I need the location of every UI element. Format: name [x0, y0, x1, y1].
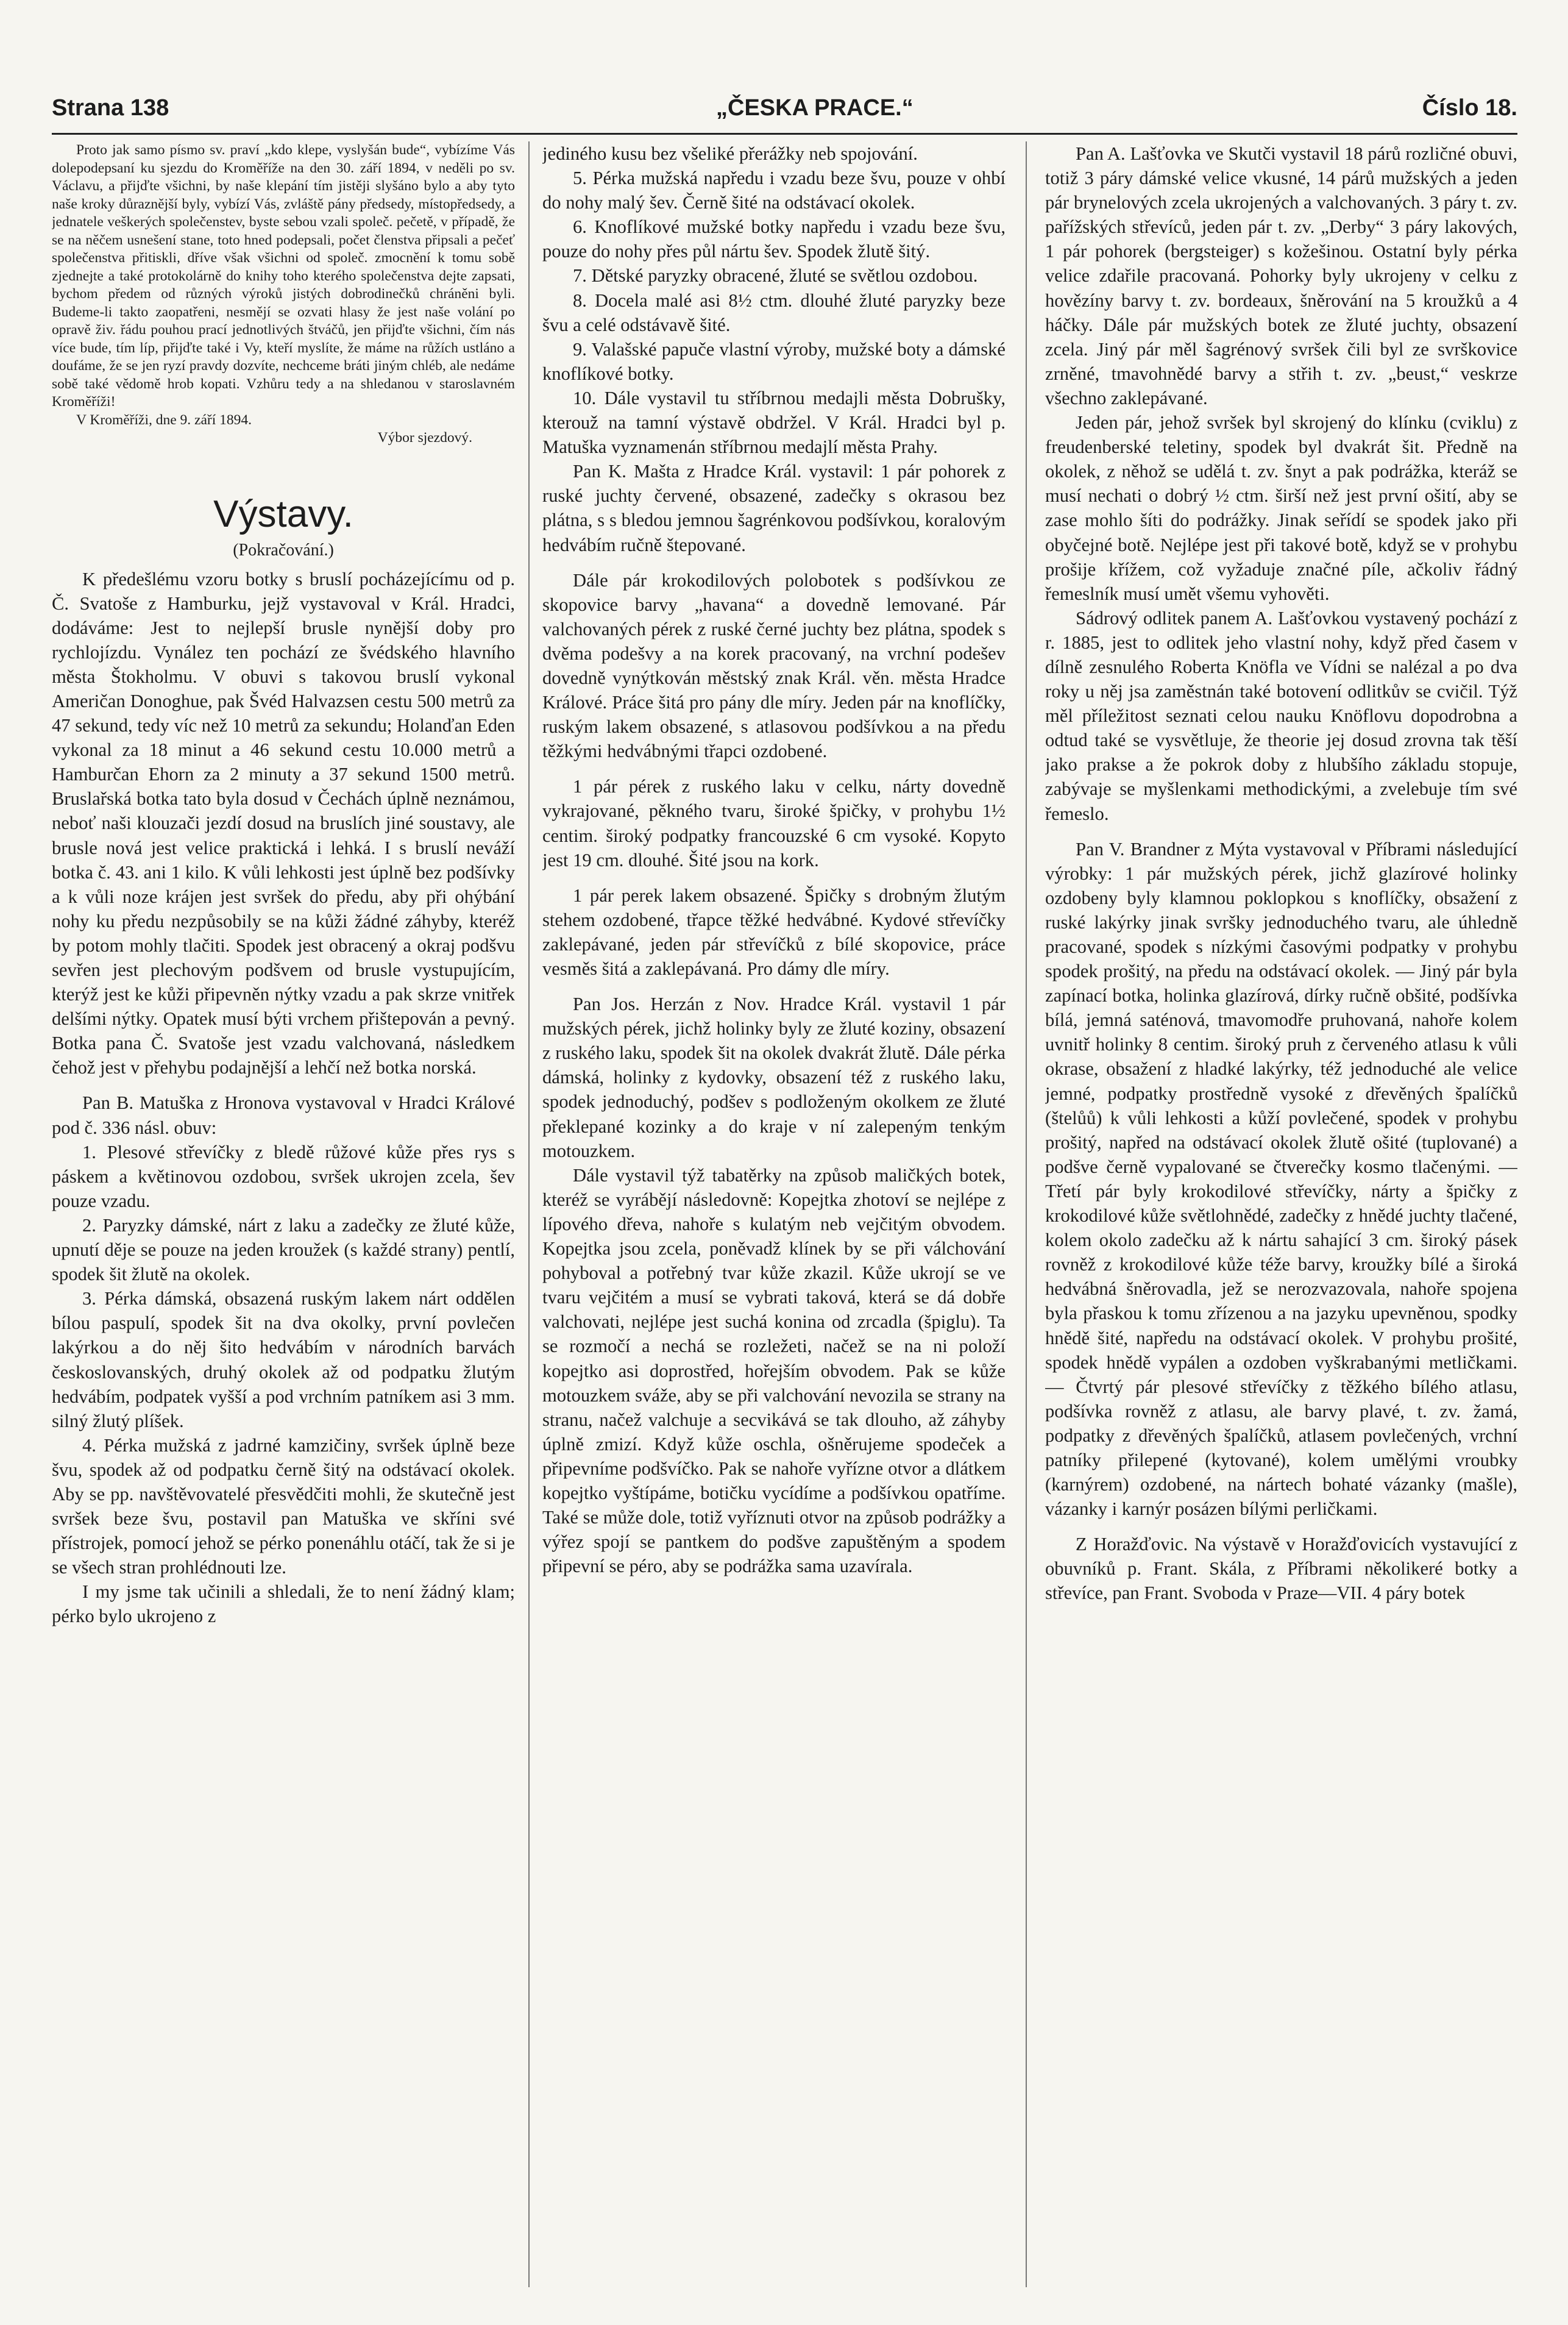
paragraph: Z Horažďovic. Na výstavě v Horažďovicích vystavující z obuvníků p. Frant. Skála, z Příbrami několikeré botky a střevíce, pan Frant. Svoboda v Praze—VII. 4 páry botek — [1045, 1534, 1517, 1604]
paragraph: Pan B. Matuška z Hronova vystavoval v Hradci Králové pod č. 336 násl. obuv: — [52, 1092, 515, 1138]
page-number: Strana 138 — [52, 95, 169, 121]
list-item: 6. Knoflíkové mužské botky napředu i vzadu beze švu, pouze do nohy přes půl nártu šev. Spodek žlutě šitý. — [542, 216, 1006, 262]
article-title: Výstavy. — [213, 493, 353, 535]
column-1 — [52, 141, 515, 2287]
journal-title: „ČESKA PRACE.“ — [716, 95, 913, 121]
list-item: 1. Plesové střevíčky z bledě růžové kůže přes rys s páskem a květinovou ozdobou, svršek ukrojen zcela, šev pouze vzadu. — [52, 1141, 515, 1211]
list-item: 5. Pérka mužská napředu i vzadu beze švu, pouze v ohbí do nohy malý šev. Černě šité na odstávací okolek. — [542, 168, 1006, 213]
paragraph: Pan K. Mašta z Hradce Král. vystavil: 1 pár pohorek z ruské juchty červené, obsazené, zadečky s okrasou bez plátna, s s bledou jemnou šagrénkovou podšívkou, koralovým hedvábím ručně štepované. — [542, 461, 1006, 555]
paragraph: I my jsme tak učinili a shledali, že to není žádný klam; pérko bylo ukrojeno z — [52, 1581, 515, 1627]
column-3 — [1045, 141, 1517, 2287]
issue-number: Číslo 18. — [1422, 95, 1517, 121]
article-subtitle: (Pokračování.) — [233, 540, 334, 560]
paragraph: Dále pár krokodilových polobotek s podšívkou ze skopovice barvy „havana“ a dovedně lemované. Pár valchovaných pérek z ruské černé juchty bez plátna, spodek s dvěma podešvy a na korek pracovaný, na vrchní podešev dovedně vynýtkován městský znak Král. věn. města Hradce Králové. Práce šitá pro pány dle míry. Jeden pár na knoflíčky, ruským lakem obsazené, s atlasovou podšívkou a na předu těžkými hedvábnými třapci ozdobené. — [542, 569, 1006, 762]
congress-notice — [52, 141, 515, 447]
paragraph: Jeden pár, jehož svršek byl skrojený do klínku (cviklu) z freudenberské teletiny, spodek byl dvakrát šit. Předně na okolek, z něhož se udělá t. zv. šnyt a pak podrážka, kteráž se musí nechati o dobrý ½ ctm. širší než jest první ošití, aby se zase mohlo šíti do podrážky. Jinak seřídí se spodek jako při obyčejné botě. Nejlépe jest při takové botě, když se v prohybu prošije křížem, což vyžaduje značné píle, ačkoliv řádný řemeslník musí umět všemu vyhověti. — [1045, 412, 1517, 604]
column-2 — [542, 141, 1006, 2287]
notice-date: V Kroměříži, dne 9. září 1894. — [76, 411, 252, 428]
list-item: 3. Pérka dámská, obsazená ruským lakem nárt oddělen bílou paspulí, spodek šit na dva okolky, první povlečen lakýrkou a do něj šito hedvábím v národních barvách českoslovanských, druhý okolek až od podpatku žlutým hedvábím, podpatek vyšší a pod vrchním patníkem asi 3 mm. silný žlutý plíšek. — [52, 1288, 515, 1431]
paragraph: Pan A. Lašťovka ve Skutči vystavil 18 párů rozličné obuvi, totiž 3 páry dámské velice vkusné, 14 párů mužských a jeden pár brynelových zcela ukrojených a valchovaných. 3 páry t. zv. pařížských střevíců, jeden pár t. zv. „Derby“ 3 páry lakových, 1 pár pohorek (bergsteiger) s kožešinou. Ostatní byly pérka velice zdařile pracovaná. Pohorky byly ukrojeny v celku z hovězíny barvy t. zv. bordeaux, šněrování na 5 kroužků a 4 háčky. Dále pár mužských botek ze žluté juchty, obsazení zcela. Jiný pár měl šagrénový svršek čili byl ze svrškovice zrněné, tmavohnědé barvy a střih t. zv. „beust,“ veskrze všechno zaklepávané. — [1045, 143, 1517, 408]
paragraph: Pan V. Brandner z Mýta vystavoval v Příbrami následující výrobky: 1 pár mužských pérek, jichž glazírové holinky ozdobeny byly klamnou poklopkou s knoflíčky, obsažení z ruské lakýrky jinak svršky jednoduchého tvaru, ale úhledně pracované, spodek s nízkými časovými podpatky v prohybu spodek prošitý, na předu na odstávací okolek. — Jiný pár byla zapínací botka, holinka glazírová, dírky ručně obšité, podšívka bílá, jemná saténová, tmavomodře pruhovaná, nahoře kolem uvnitř holinky 8 centim. široký pruh z červeného atlasu k vůli okrase, obsažení z hladké lakýrky, též jednoduché ale velice jemné, podpatky prostředně vysoké z dřevěných špalíčků (štelůů) k vůli lehkosti a kůží povlečené, spodek v prohybu prošitý, napřed na odstávací okolek žlutě ošité (tuplované) a podšve černě vypalované se čtverečky kosmo tlačenými. — Třetí pár byly krokodilové střevíčky, nárty a špičky z krokodilové kůže světlohnědé, zadečky z hnědé juchty tlačené, kolem okolo zadečku až k nártu sahající 3 cm. široký pásek rovněž z krokodilové kůže téže barvy, kroužky bílé a široká hedvábná šněrovadla, jež se nerozvazovala, nahoře spojena byla přaskou k tomu zřízenou a na jazyku upevněnou, spodky hnědě šité, napředu na odstávací okolek. V prohybu prošité, spodek hnědě vypálen a ozdoben vyškrabanými metličkami. — Čtvrtý pár plesové střevíčky z těžkého bílého atlasu, podšívka rovněž z atlasu, ale barvy plavé, t. zv. žamá, podpatky z dřevěných špalíčků, atlasem povlečených, vrchní patníky přilepené (kytované), kolem umělými vroubky (karnýrem) ozdobené, na nártech bohaté vázanky (mašle), vázanky i karnýr posázen bílými perličkami. — [1045, 838, 1517, 1520]
column-divider — [528, 141, 530, 2287]
paragraph: Pan Jos. Herzán z Nov. Hradce Král. vystavil 1 pár mužských pérek, jichž holinky byly ze žluté koziny, obsazení z ruského laku, spodek šit na okolek dvakrát žlutě. Dále pérka dámská, holinky z kydovky, obsazení též z ruského laku, spodek jednoduchý, podšev s podloženým okolkem ze žluté překlepané kozinky a do kraje v ní zalepeným tenkým motouzkem. — [542, 994, 1006, 1161]
notice-signature: Výbor sjezdový. — [377, 430, 472, 446]
list-item: 8. Docela malé asi 8½ ctm. dlouhé žluté paryzky beze švu a celé odstávavě šité. — [542, 290, 1006, 335]
paragraph: jediného kusu bez všeliké přerážky neb spojování. — [542, 143, 918, 164]
column-divider — [1026, 141, 1027, 2287]
list-item: 2. Paryzky dámské, nárt z laku a zadečky ze žluté kůže, upnutí děje se pouze na jeden kroužek (s každé strany) pentlí, spodek šit žlutě na okolek. — [52, 1214, 515, 1285]
list-item: 4. Pérka mužská z jadrné kamzičiny, svršek úplně beze švu, spodek až od podpatku černě šitý na odstávací okolek. Aby se pp. navštěvovatelé přesvědčiti mohli, že skutečně jest svršek beze švu, postavil pan Matuška ve skříni své přístrojek, pomocí jehož se pérko ponenáhlu otáčí, tak že si je se všech stran prohlédnouti lze. — [52, 1434, 515, 1578]
paragraph: 1 pár perek lakem obsazené. Špičky s drobným žlutým stehem ozdobené, třapce těžké hedvábné. Kydové střevíčky zaklepávané, jeden pár střevíčků z bílé skopovice, práce vesměs šitá a zaklepávaná. Pro dámy dle míry. — [542, 885, 1006, 979]
page-header — [52, 90, 1517, 135]
list-item: 7. Dětské paryzky obracené, žluté se světlou ozdobou. — [573, 265, 978, 287]
paragraph: Dále vystavil týž tabatěrky na způsob maličkých botek, kteréž se vyrábějí následovně: Kopejtka zhotoví se nejlépe z lípového dřeva, nahoře s kulatým neb vejčitým obvodem. Kopejtka jsou zcela, poněvadž klínek by se při válchování pohyboval a potřebný tvar kůže zkazil. Kůže ukrojí se ve tvaru vejčitém a musí se vybrati taková, která se dá dobře valchovati, nejlépe jest suchá konina od zrcadla (špiglu). Ta se rozmočí a nechá se rozležeti, načež se na ni položí kopejtko asi doprostřed, hořejším obvodem. Pak se kůže motouzkem sváže, aby se při valchování nevozila se strany na stranu, načež valchuje a secvikává se tak dlouho, až záhyby úplně zmizí. Když kůže oschla, ošněrujeme spodeček a připevníme podšvíčko. Pak se nahoře vyřízne otvor a dlátkem kopejtko vyštípáme, botičku vycídíme a podšívkou opatříme. Také se může dole, totiž vyříznuti otvor na způsob podrážky a výřez spojí se pantkem do podšve zapuštěným a spodem připevní se péro, aby se podrážka sama uzavírala. — [542, 1164, 1006, 1577]
paragraph: K předešlému vzoru botky s bruslí pocházejícímu od p. Č. Svatoše z Hamburku, jejž vystavoval v Král. Hradci, dodáváme: Jest to nejlepší brusle nynější doby pro rychlojízdu. Vynález ten pochází ze švédského hlavního města Štokholmu. V obuvi s takovou bruslí vykonal Američan Donoghue, pak Švéd Halvazsen cestu 500 metrů za 47 sekund, tedy víc než 10 metrů za sekundu; Holanďan Eden vykonal za 18 minut a 46 sekund cestu 10.000 metrů a Hamburčan Ehorn za 2 minuty a 37 sekund 1500 metrů. Bruslařská botka tato byla dosud v Čechách úplně neznámou, neboť naši klouzači jezdí dosud na bruslích jiné soustavy, ale brusle nová jest velice praktická i lehká. I s bruslí neváží botka č. 43. ani 1 kilo. K vůli lehkosti jest úplně bez podšívky a k vůli noze krájen jest svršek do předu, aby při ohýbání nohy ku předu nezpůsobily se na kůži žádné záhyby, kteréž by potom mohly tlačiti. Spodek jest obracený a okraj podšvu sevřen jest plechovým podšvem od brusle vystupujícím, kterýž jest ke kůži připevněn nýtky vzadu a pak skrze vnitřek delšími nýtky. Opatek musí býti vrchem přištepován a pevný. Botka pana Č. Svatoše jest vzadu valchovaná, následkem čehož jest v přehybu podajnější a lehčí než botka norská. — [52, 568, 515, 1078]
list-item: 10. Dále vystavil tu stříbrnou medajli města Dobrušky, kterouž na tamní výstavě obdržel. V Král. Hradci byl p. Matuška vyznamenán stříbrnou medajlí města Prahy. — [542, 387, 1006, 458]
paragraph: Sádrový odlitek panem A. Lašťovkou vystavený pochází z r. 1885, jest to odlitek jeho vlastní nohy, když před časem v dílně zesnulého Roberta Knöfla ve Vídni se nalézal a po dva roky u něj jsa zaměstnán také botovení odlitkův se cvičil. Týž měl příležitost seznati celou nauku Knöflovu dopodrobna a odtud také se vysvětluje, že theorie jej dosud zrovna tak těší jako prakse a že pokrok doby z hlubšího základu stopuje, zabývaje se myšlenkami methodickými, a zvelebuje tím své řemeslo. — [1045, 607, 1517, 824]
notice-text: Proto jak samo písmo sv. praví „kdo klepe, vyslyšán bude“, vybízíme Vás dolepodepsaní ku sjezdu do Kroměříže na den 30. září 1894, v neděli po sv. Václavu, a přijďte všichni, by naše klepání tím jistěji slyšáno bylo a aby tyto naše kroky důraznější byly, vybízí Vás, zvláště pány předsedy, místopředsedy, a jednatele veškerých společenstev, byste sebou vzali společ. pečetě, v případě, že se na něčem usnešení stane, toto hned podepsali, počet členstva připsali a pečeť společenstva přitiskli, dříve však všichni od společ. zmocnění k tomu sobě zjednejte a také protokolárně do knihy toho kterého společenstva dejte zapsati, bychom předem od různých výroků jistých dobrodinečků chráněni byli. Budeme-li takto zaopatřeni, nesmějí se ozvati hlasy že jest naše volání po opravě živ. řádu pouhou prací jednotlivých štváčů, jen přijďte všichni, čím nás více bude, tím líp, přijďte také i Vy, kteří myslíte, že máme na růžích ustláno a doufáme, že se jen ryzí pravdy dozvíte, nechceme bráti jiným chléb, ale nedáme sobě také vědomě hrob kopati. Vzhůru tedy a na shledanou v staroslavném Kroměříži! — [52, 142, 515, 410]
list-item: 9. Valašské papuče vlastní výroby, mužské boty a dámské knoflíkové botky. — [542, 338, 1006, 384]
paragraph: 1 pár pérek z ruského laku v celku, nárty dovedně vykrajované, pěkného tvaru, široké špičky, v prohybu 1½ centim. široký podpatky francouzské 6 cm vysoké. Kopyto jest 19 cm. dlouhé. Šité jsou na kork. — [542, 776, 1006, 871]
